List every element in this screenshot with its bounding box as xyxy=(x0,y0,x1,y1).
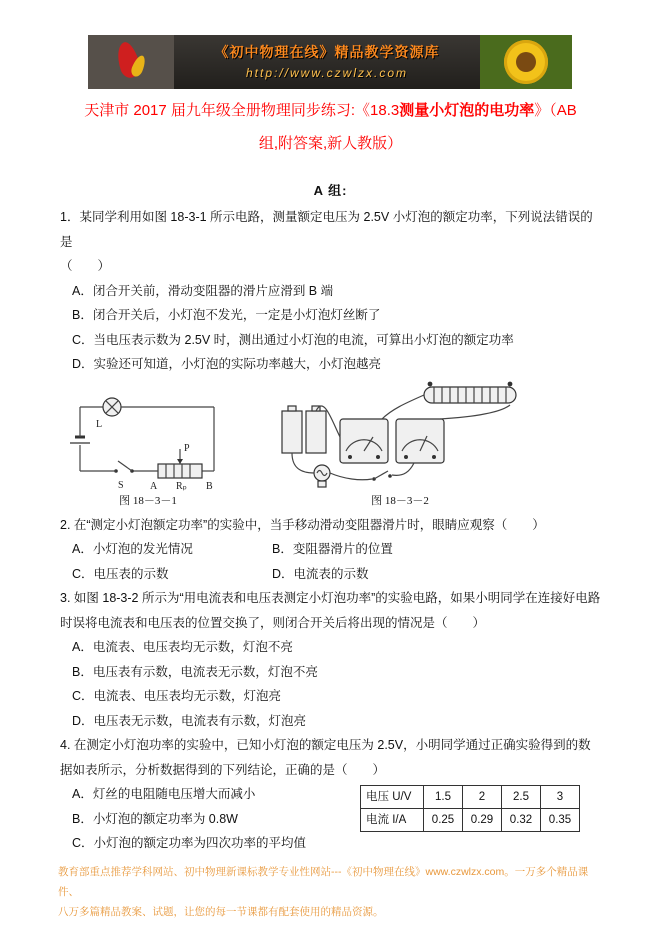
question-2-option-c: C．电压表的示数 xyxy=(72,566,169,581)
small-lamp xyxy=(314,465,330,487)
footer-line2: 八万多篇精品教案、试题，让您的每一节课都有配套使用的精品资源。 xyxy=(58,906,384,918)
battery-symbol xyxy=(70,437,90,443)
question-4-option-c: C．小灯泡的额定功率为四次功率的平均值 xyxy=(72,836,307,850)
table-cell: 0.35 xyxy=(541,809,580,832)
figure-2-caption: 图 18－3－2 xyxy=(371,494,429,507)
table-row-current xyxy=(361,809,580,832)
dry-cell-batteries xyxy=(282,406,326,453)
question-2-stem: 2. 在“测定小灯泡额定功率”的实验中，当手移动滑动变阻器滑片时，眼睛应观察（ ） xyxy=(60,517,545,532)
header-banner xyxy=(88,35,572,89)
question-4 xyxy=(60,733,603,856)
table-cell: 2 xyxy=(463,786,502,809)
table-cell: 电压 U/V xyxy=(361,786,424,809)
question-1 xyxy=(60,205,603,377)
svg-text:S: S xyxy=(118,479,124,491)
sunflower-center xyxy=(516,52,536,72)
footer-line1: 教育部重点推荐学科网站、初中物理新课标教学专业性网站---《初中物理在线》www.czwlzx.com。一万多个精品课件、 xyxy=(58,866,589,898)
table-cell: 3 xyxy=(541,786,580,809)
slide-rheostat xyxy=(424,381,516,402)
banner-text-block xyxy=(174,35,480,89)
question-1-option-c: C．当电压表示数为 2.5V 时，测出通过小灯泡的电流，可算出小灯泡的额定功率 xyxy=(72,332,514,347)
measurement-table xyxy=(360,785,580,832)
question-4-option-a: A．灯丝的电阻随电压增大而减小 xyxy=(72,787,256,801)
table-cell: 2.5 xyxy=(502,786,541,809)
svg-text:L: L xyxy=(96,418,103,430)
svg-text:A: A xyxy=(150,480,158,491)
title-part1: 天津市 2017 届九年级全册物理同步练习:《18.3 xyxy=(84,102,400,119)
circuit-schematic-fig1 xyxy=(62,393,234,491)
banner-url: http://www.czwlzx.com xyxy=(245,66,409,80)
table-cell: 电流 I/A xyxy=(361,809,424,832)
page-footer xyxy=(58,862,606,922)
title-part2-bold: 测量小灯泡的电功率 xyxy=(399,102,535,119)
question-1-option-b: B．闭合开关后，小灯泡不发光，一定是小灯泡灯丝断了 xyxy=(72,308,381,322)
question-3-stem: 3. 如图 18-3-2 所示为“用电流表和电压表测定小灯泡功率”的实验电路，如果小明同学在连接好电路时误将电流表和电压表的位置交换了，则闭合开关后将出现的情况是（ ） xyxy=(60,591,601,630)
table-cell: 1.5 xyxy=(424,786,463,809)
table-cell: 0.25 xyxy=(424,809,463,832)
question-2 xyxy=(60,513,603,587)
question-2-option-b: B．变阻器滑片的位置 xyxy=(272,542,393,556)
question-3-option-d: D．电压表无示数，电流表有示数，灯泡亮 xyxy=(72,713,307,728)
title-part4: 组,附答案,新人教版） xyxy=(258,135,403,152)
question-2-options xyxy=(60,537,603,586)
table-cell: 0.32 xyxy=(502,809,541,832)
question-1-stem: 1．某同学利用如图 18-3-1 所示电路，测量额定电压为 2.5V 小灯泡的额定功率，下列说法错误的是 xyxy=(60,210,593,249)
table-row-voltage xyxy=(361,786,580,809)
worksheet-body xyxy=(60,205,603,856)
ammeter xyxy=(340,419,388,463)
banner-title: 《初中物理在线》精品教学资源库 xyxy=(214,44,440,60)
voltmeter xyxy=(396,419,444,463)
question-1-option-a: A．闭合开关前，滑动变阻器的滑片应滑到 B 端 xyxy=(72,283,334,298)
experiment-setup-fig2 xyxy=(274,381,526,491)
figure-18-3-2 xyxy=(274,381,526,509)
svg-text:B: B xyxy=(206,480,213,491)
lamp-symbol xyxy=(103,398,121,416)
question-3-option-c: C．电流表、电压表均无示数，灯泡亮 xyxy=(72,689,282,703)
document-title xyxy=(60,94,601,160)
svg-text:Rₚ: Rₚ xyxy=(176,480,187,491)
question-3 xyxy=(60,586,603,733)
question-3-option-b: B．电压表有示数，电流表无示数，灯泡不亮 xyxy=(72,664,318,679)
sunflower-image xyxy=(480,35,572,89)
figure-18-3-1 xyxy=(62,393,234,509)
question-2-option-a: A．小灯泡的发光情况 xyxy=(72,542,193,556)
svg-text:P: P xyxy=(184,442,190,454)
question-2-option-d: D．电流表的示数 xyxy=(272,566,369,581)
figure-1-caption: 图 18－3－1 xyxy=(119,494,177,507)
title-part3: 》（AB xyxy=(534,102,577,119)
question-3-option-a: A．电流表、电压表均无示数，灯泡不亮 xyxy=(72,640,293,654)
figure-row xyxy=(62,381,603,509)
rheostat-symbol xyxy=(158,449,202,478)
table-cell: 0.29 xyxy=(463,809,502,832)
switch-symbol xyxy=(114,461,134,473)
section-a-heading: A 组: xyxy=(313,183,348,198)
torch-logo-icon xyxy=(88,35,174,89)
switch xyxy=(372,471,392,481)
question-4-option-b: B．小灯泡的额定功率为 0.8W xyxy=(72,811,238,826)
question-1-option-d: D．实验还可知道，小灯泡的实际功率越大，小灯泡越亮 xyxy=(72,357,382,371)
question-4-stem: 4. 在测定小灯泡功率的实验中，已知小灯泡的额定电压为 2.5V，小明同学通过正确实验得到的数据如表所示，分析数据得到的下列结论，正确的是（ ） xyxy=(60,738,591,777)
question-1-answer-bracket: （ ） xyxy=(60,259,111,273)
